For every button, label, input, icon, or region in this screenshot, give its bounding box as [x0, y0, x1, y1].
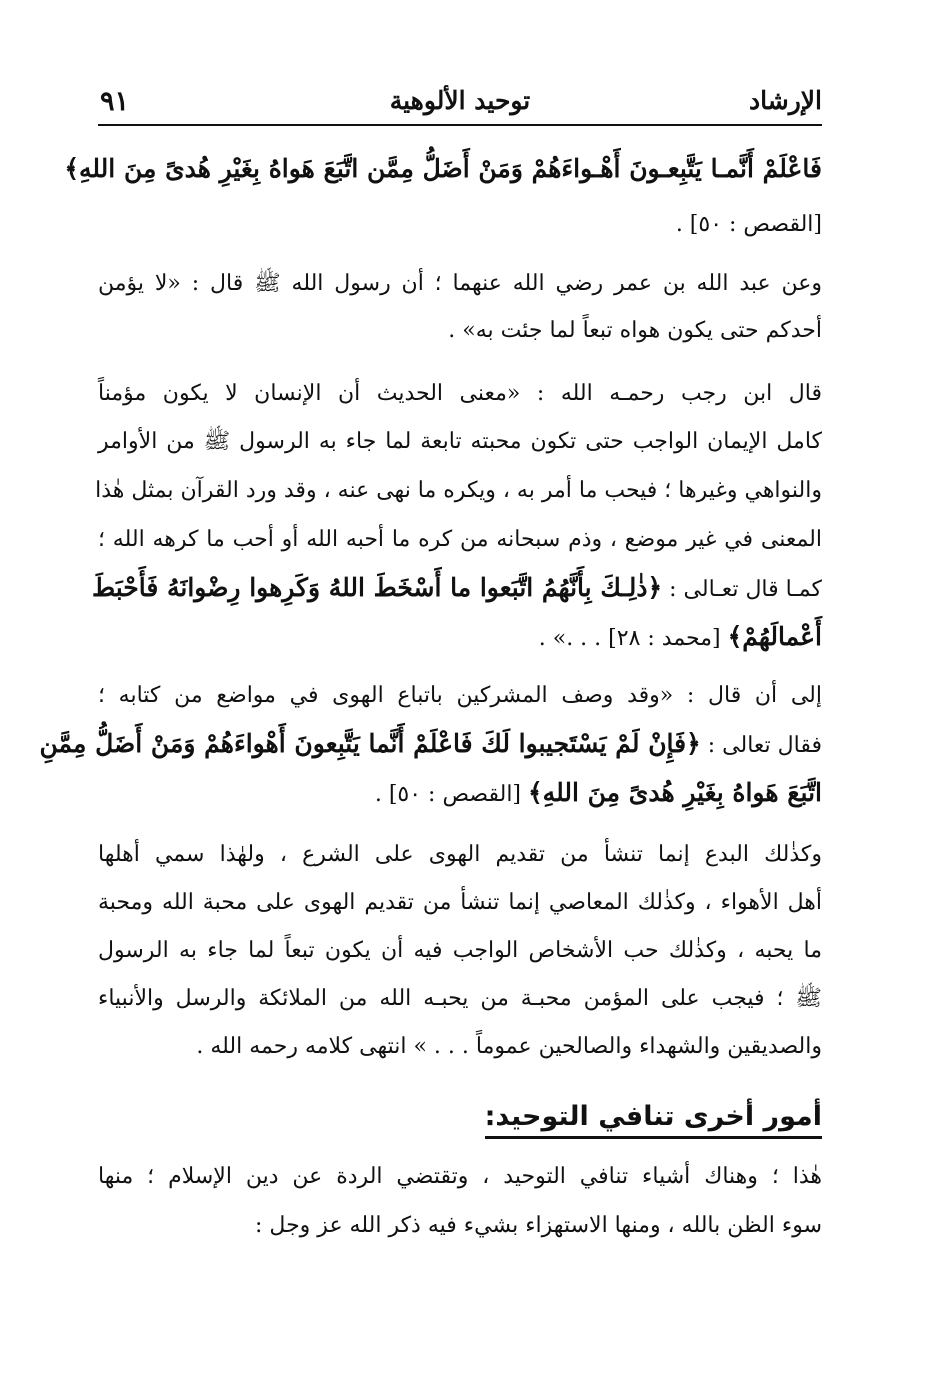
verse-reference: [محمد : ٢٨] . . .» . [538, 626, 721, 651]
page-header [98, 76, 822, 126]
paragraph-line: والصديقين والشهداء والصالحين عموماً . . . » انتهى كلامه رحمه الله . [196, 1034, 822, 1059]
paragraph-line: قال ابن رجب رحمـه الله : «معنى الحديث أن الإنسان لا يكون مؤمناً [98, 381, 822, 406]
paragraph-line: وكذٰلك البدع إنما تنشأ من تقديم الهوى على الشرع ، ولهٰذا سمي أهلها [98, 842, 822, 867]
paragraph-line: كامل الإيمان الواجب حتى تكون محبته تابعة لما جاء به الرسول ﷺ من الأوامر [98, 429, 822, 454]
quran-quote: ﴿فَإِنْ لَمْ يَسْتَجيبوا لَكَ فَاعْلَمْ أَنَّما يَتَّبِعونَ أَهْواءَهُمْ وَمَنْ أَضَلُّ مِمَّنِ [39, 729, 701, 758]
paragraph-line: أهل الأهواء ، وكذٰلك المعاصي إنما تنشأ من تقديم الهوى على محبة الله ومحبة [98, 890, 822, 915]
paragraph-line: ما يحبه ، وكذٰلك حب الأشخاص الواجب فيه أن يكون تبعاً لما جاء به الرسول [98, 938, 822, 963]
page-number: ٩١ [100, 86, 130, 117]
paragraph-line: المعنى في غير موضع ، وذم سبحانه من كره ما أحبه الله أو أحب ما كرهه الله ؛ [98, 527, 822, 552]
paragraph-line [98, 776, 822, 812]
verse-reference: [القصص : ٥٠] . [374, 782, 522, 807]
paragraph-line [39, 727, 822, 763]
chapter-title: توحيد الألوهية [389, 86, 531, 115]
paragraph-line: هٰذا ؛ وهناك أشياء تنافي التوحيد ، وتقتضي الردة عن دين الإسلام ؛ منها [98, 1164, 822, 1189]
text-run: كمـا قال تعـالى : [669, 577, 822, 602]
text-run: فقال تعالى : [707, 733, 822, 758]
paragraph-line: ﷺ ؛ فيجب على المؤمن محبـة من يحبـه الله من الملائكة والرسل والأنبياء [98, 986, 822, 1011]
quran-quote: ﴿ذٰلِـكَ بِأَنَّهُمُ اتَّبَعوا ما أَسْخَطَ اللهُ وَكَرِهوا رِضْوانَهُ فَأَحْبَطَ [91, 573, 663, 602]
paragraph-line [98, 620, 822, 656]
verse-reference: [القصص : ٥٠] . [675, 212, 822, 237]
quran-quote: اتَّبَعَ هَواهُ بِغَيْرِ هُدىً مِنَ اللهِ﴾ [528, 778, 822, 807]
paragraph-line: والنواهي وغيرها ؛ فيحب ما أمر به ، ويكره ما نهى عنه ، وقد ورد القرآن بمثل هٰذا [95, 478, 822, 503]
book-title: الإرشاد [749, 86, 822, 115]
paragraph-line: سوء الظن بالله ، ومنها الاستهزاء بشيء فيه ذكر الله عز وجل : [255, 1213, 822, 1238]
section-heading: أمور أخرى تنافي التوحيد: [485, 1100, 822, 1139]
hadith-line: أحدكم حتى يكون هواه تبعاً لما جئت به» . [448, 318, 822, 343]
hadith-line: وعن عبد الله بن عمر رضي الله عنهما ؛ أن رسول الله ﷺ قال : «لا يؤمن [98, 271, 822, 296]
paragraph-line: إلى أن قال : «وقد وصف المشركين باتباع الهوى في مواضع من كتابه ؛ [98, 683, 822, 708]
paragraph-line [91, 571, 822, 607]
quran-quote: أَعْمالَهُمْ﴾ [727, 622, 822, 651]
quran-verse-line: فَاعْلَمْ أَنَّمـا يَتَّبِعـونَ أَهْـواءَهُمْ وَمَنْ أَضَلُّ مِمَّن اتَّبَعَ هَواهُ بِغَيْرِ هُدىً مِنَ اللهِ﴾ [64, 154, 822, 183]
